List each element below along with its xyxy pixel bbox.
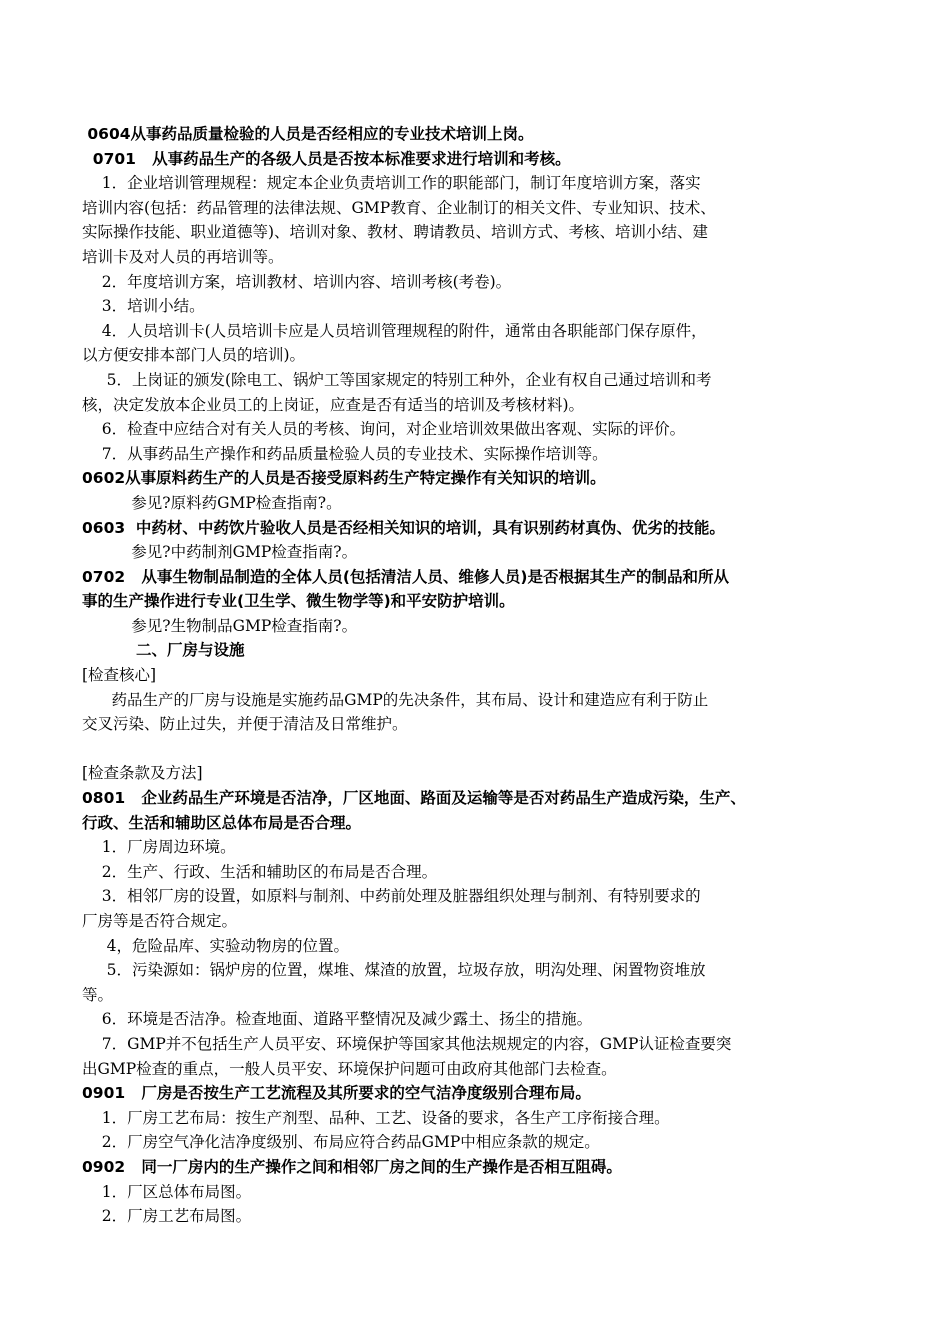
text-line: 6．检查中应结合对有关人员的考核、询问，对企业培训效果做出客观、实际的评价。 [82,420,686,439]
section-heading-line: 0603 中药材、中药饮片验收人员是否经相关知识的培训，具有识别药材真伪、优劣的技能。 [82,518,725,537]
document-body [82,122,882,1229]
text-line: 实际操作技能、职业道德等)、培训对象、教材、聘请教员、培训方式、考核、培训小结、建 [82,223,709,242]
text-line: 参见?中药制剂GMP检查指南?。 [82,543,358,562]
text-line: 培训卡及对人员的再培训等。 [82,247,284,266]
text-line: 2．生产、行政、生活和辅助区的布局是否合理。 [82,862,438,881]
text-line: 1．厂房周边环境。 [82,838,236,857]
text-line: 6．环境是否洁净。检查地面、道路平整情况及减少露土、扬尘的措施。 [82,1010,593,1029]
text-line: 7．从事药品生产操作和药品质量检验人员的专业技术、实际操作培训等。 [82,444,608,463]
text-line: 参见?生物制品GMP检查指南?。 [82,616,358,635]
text-line: 5．上岗证的颁发(除电工、锅炉工等国家规定的特别工种外，企业有权自己通过培训和考 [82,370,712,389]
section-heading-line: 0901 厂房是否按生产工艺流程及其所要求的空气洁净度级别合理布局。 [82,1084,591,1103]
text-line: 1．厂房工艺布局：按生产剂型、品种、工艺、设备的要求，各生产工序衔接合理。 [82,1108,670,1127]
section-heading-line: 事的生产操作进行专业(卫生学、微生物学等)和平安防护培训。 [82,592,515,611]
text-line: 2．厂房工艺布局图。 [82,1207,252,1226]
text-line: 5．污染源如：锅炉房的位置，煤堆、煤渣的放置，垃圾存放，明沟处理、闲置物资堆放 [82,961,706,980]
section-heading-line: 0602从事原料药生产的人员是否接受原料药生产特定操作有关知识的培训。 [82,469,606,488]
text-line: 厂房等是否符合规定。 [82,912,238,930]
text-line: 交叉污染、防止过失，并便于清洁及日常维护。 [82,715,408,734]
text-line: 参见?原料药GMP检查指南?。 [82,493,342,512]
text-line: 4．人员培训卡(人员培训卡应是人员培训管理规程的附件，通常由各职能部门保存原件， [82,321,707,340]
text-line: 3．培训小结。 [82,297,205,316]
section-heading-line: 二、厂房与设施 [82,641,245,660]
text-line: 1．企业培训管理规程：规定本企业负责培训工作的职能部门，制订年度培训方案，落实 [82,174,701,193]
text-line: [检查核心] [82,666,157,685]
section-heading-line: 0702 从事生物制品制造的全体人员(包括清洁人员、维修人员)是否根据其生产的制品和所从 [82,567,729,586]
text-line: 3．相邻厂房的设置，如原料与制剂、中药前处理及脏器组织处理与制剂、有特别要求的 [82,887,701,906]
text-line: 培训内容(包括：药品管理的法律法规、GMP教育、企业制订的相关文件、专业知识、技术、 [82,198,716,217]
text-line: 出GMP检查的重点，一般人员平安、环境保护问题可由政府其他部门去检查。 [82,1059,617,1078]
text-line: 2．年度培训方案，培训教材、培训内容、培训考核(考卷)。 [82,272,512,291]
section-heading-line: 0902 同一厂房内的生产操作之间和相邻厂房之间的生产操作是否相互阻碍。 [82,1157,622,1176]
text-line: 4，危险品库、实验动物房的位置。 [82,936,349,955]
text-line: 核，决定发放本企业员工的上岗证，应查是否有适当的培训及考核材料)。 [82,395,585,414]
section-heading-line: 0701 从事药品生产的各级人员是否按本标准要求进行培训和考核。 [82,149,571,168]
text-line: 等。 [82,985,114,1004]
section-heading-line: 0604从事药品质量检验的人员是否经相应的专业技术培训上岗。 [82,125,534,143]
text-line: 7．GMP并不包括生产人员平安、环境保护等国家其他法规规定的内容，GMP认证检查要突 [82,1034,732,1053]
text-line: 药品生产的厂房与设施是实施药品GMP的先决条件，其布局、设计和建造应有利于防止 [82,690,709,709]
text-line: 以方便安排本部门人员的培训)。 [82,346,306,365]
text-line: 2．厂房空气净化洁净度级别、布局应符合药品GMP中相应条款的规定。 [82,1133,600,1152]
text-line [82,737,882,762]
text-line: 1．厂区总体布局图。 [82,1182,252,1201]
text-line: [检查条款及方法] [82,764,203,783]
section-heading-line: 0801 企业药品生产环境是否洁净，厂区地面、路面及运输等是否对药品生产造成污染，生产、 [82,789,746,808]
section-heading-line: 行政、生活和辅助区总体布局是否合理。 [82,813,362,832]
